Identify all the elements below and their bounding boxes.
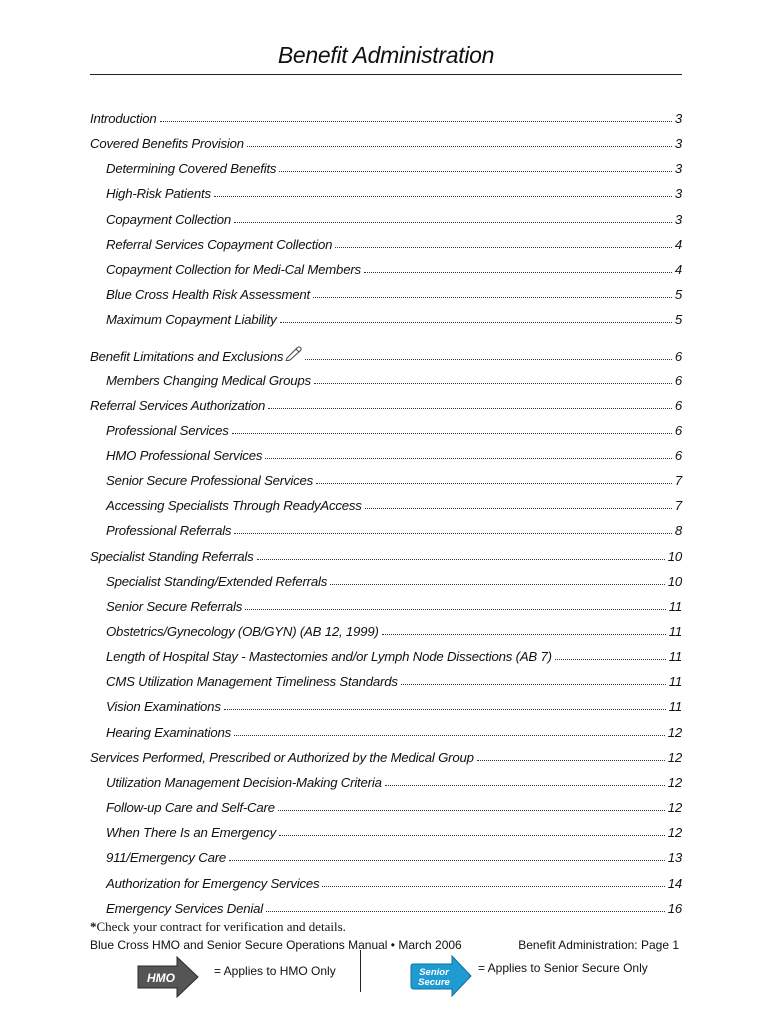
toc-page-number: 4 [674,261,682,277]
toc-entry-label: When There Is an Emergency [106,825,276,841]
toc-dot-leader [382,631,666,635]
toc-entry-label: Professional Referrals [106,523,232,539]
toc-page-number: 6 [674,372,682,388]
toc-entry[interactable] [90,748,682,768]
toc-page-number: 3 [674,161,682,177]
footer-page-label: Benefit Administration: Page 1 [518,938,679,952]
toc-page-number: 6 [674,447,682,463]
toc-page-number: 12 [667,724,682,740]
toc-dot-leader [364,269,672,273]
toc-dot-leader [280,319,672,323]
toc-page-number: 4 [674,236,682,252]
toc-dot-leader [335,244,672,248]
toc-page-number: 10 [667,548,682,564]
toc-entry[interactable] [106,521,682,541]
toc-entry[interactable] [106,446,682,466]
toc-page-number: 3 [674,111,682,126]
toc-entry-label: Referral Services Copayment Collection [106,236,333,252]
toc-entry[interactable] [90,396,682,416]
toc-page-number: 11 [668,674,682,690]
toc-page-number: 11 [668,598,682,614]
toc-entry-label: High-Risk Patients [106,186,211,202]
toc-dot-leader [268,405,672,409]
pencil-icon [284,345,302,361]
toc-entry-label: Services Performed, Prescribed or Authorized by the Medical Group [90,749,474,765]
footnote-text: Check your contract for verification and details. [96,919,346,934]
toc-dot-leader [279,168,672,172]
toc-page-number: 3 [674,136,682,152]
toc-dot-leader [266,908,665,912]
toc-dot-leader [313,294,672,298]
toc-dot-leader [279,832,665,836]
toc-page-number: 6 [674,349,682,365]
toc-entry[interactable] [106,798,682,818]
toc-entry-label: Copayment Collection for Medi-Cal Members [106,261,361,277]
toc-entry-label: Accessing Specialists Through ReadyAccess [106,498,362,514]
toc-page-number: 5 [674,312,682,328]
toc-entry[interactable] [106,471,682,491]
toc-page-number: 10 [667,573,682,589]
toc-page-number: 3 [674,186,682,202]
toc-dot-leader [234,732,665,736]
toc-dot-leader [322,883,664,887]
toc-page-number: 7 [674,498,682,514]
toc-dot-leader [477,757,665,761]
toc-dot-leader [245,606,666,610]
toc-page-number: 11 [668,699,682,715]
toc-entry[interactable] [106,184,682,204]
footer-manual-info: Blue Cross HMO and Senior Secure Operations Manual • March 2006 [90,938,462,952]
hmo-icon-label: HMO [147,971,175,985]
toc-entry-label: Senior Secure Professional Services [106,473,314,489]
toc-dot-leader [316,480,672,484]
toc-dot-leader [265,455,672,459]
footnote-marker: * [90,919,97,934]
legend-divider [360,950,361,992]
toc-dot-leader [247,143,672,147]
toc-dot-leader [234,219,672,223]
toc-entry[interactable] [106,421,682,441]
toc-entry-label: Blue Cross Health Risk Assessment [106,287,310,302]
toc-entry[interactable] [106,159,682,179]
toc-page-number: 8 [674,523,682,539]
toc-entry[interactable] [90,547,682,567]
toc-dot-leader [229,857,665,861]
toc-page-number: 16 [667,900,682,916]
toc-dot-leader [555,656,666,660]
toc-entry-label: Covered Benefits Provision [90,136,244,152]
toc-dot-leader [278,807,665,811]
footnote [90,919,346,935]
toc-dot-leader [232,430,672,434]
toc-entry[interactable] [90,109,682,129]
toc-page-number: 11 [668,649,682,665]
toc-entry-label: Referral Services Authorization [90,397,266,413]
toc-dot-leader [160,118,672,122]
toc-dot-leader [224,706,666,710]
toc-entry[interactable] [106,371,682,391]
hmo-arrow-icon [137,956,199,998]
toc-entry[interactable] [106,496,682,516]
toc-entry[interactable] [106,260,682,280]
toc-dot-leader [385,782,665,786]
toc-entry[interactable] [106,899,682,919]
toc-dot-leader [314,380,672,384]
toc-entry[interactable] [106,597,682,617]
toc-page-number: 5 [674,287,682,302]
toc-entry[interactable] [106,874,682,894]
senior-secure-icon-label-1: Senior [419,967,449,978]
toc-page-number: 11 [668,624,682,639]
toc-entry[interactable] [106,773,682,793]
toc-page-number: 12 [667,749,682,765]
toc-dot-leader [305,356,672,360]
toc-dot-leader [257,556,665,560]
toc-page-number: 13 [667,850,682,866]
hmo-legend-text: = Applies to HMO Only [214,964,336,978]
toc-entry-label: Benefit Limitations and Exclusions [90,349,284,365]
toc-entry[interactable] [106,672,682,692]
toc-entry[interactable] [106,622,682,642]
toc-entry-label: Specialist Standing/Extended Referrals [106,573,328,589]
toc-entry-label: Length of Hospital Stay - Mastectomies and/or Lymph Node Dissections (AB 7) [106,649,552,665]
toc-entry-label: Copayment Collection [106,211,232,227]
toc-page-number: 6 [674,422,682,438]
toc-entry[interactable] [90,345,682,365]
toc-entry-label: Introduction [90,111,157,126]
senior-secure-legend-text: = Applies to Senior Secure Only [478,961,648,975]
toc-entry-label: 911/Emergency Care [106,850,227,866]
toc-entry[interactable] [106,285,682,305]
toc-page-number: 3 [674,211,682,227]
toc-page-number: 7 [674,473,682,489]
toc-entry-label: Vision Examinations [106,699,221,715]
toc-dot-leader [214,193,672,197]
senior-secure-icon-label-2: Secure [418,977,450,988]
toc-entry-label: Senior Secure Referrals [106,598,243,614]
toc-entry[interactable] [106,572,682,592]
toc-dot-leader [401,681,666,685]
toc-entry[interactable] [106,647,682,667]
toc-dot-leader [330,581,665,585]
toc-entry-label: Hearing Examinations [106,724,232,740]
toc-entry-label: Obstetrics/Gynecology (OB/GYN) (AB 12, 1999) [106,624,379,639]
toc-page-number: 14 [667,875,682,891]
toc-entry-label: Professional Services [106,422,229,438]
toc-entry-label: Authorization for Emergency Services [106,875,320,891]
toc-entry-label: Utilization Management Decision-Making Criteria [106,774,382,790]
page-title: Benefit Administration [277,42,495,68]
toc-entry[interactable] [106,848,682,868]
toc-page-number: 12 [667,825,682,841]
toc-entry-label: Specialist Standing Referrals [90,548,254,564]
toc-entry-label: CMS Utilization Management Timeliness Standards [106,674,398,690]
toc-entry[interactable] [106,823,682,843]
toc-entry-label: HMO Professional Services [106,447,263,463]
toc-page-number: 6 [674,397,682,413]
toc-entry[interactable] [106,210,682,230]
toc-entry[interactable] [106,697,682,717]
toc-page-number: 12 [667,800,682,815]
toc-entry[interactable] [106,723,682,743]
toc-entry[interactable] [106,235,682,255]
toc-entry-label: Follow-up Care and Self-Care [106,800,275,815]
toc-dot-leader [365,505,672,509]
toc-entry-label: Members Changing Medical Groups [106,372,311,388]
toc-entry-label: Maximum Copayment Liability [106,312,277,328]
toc-entry[interactable] [106,310,682,330]
toc-entry-label: Determining Covered Benefits [106,161,277,177]
toc-dot-leader [234,530,672,534]
senior-secure-arrow-icon [410,955,472,997]
toc-entry[interactable] [90,134,682,154]
toc-entry-label: Emergency Services Denial [106,900,263,916]
toc-page-number: 12 [667,774,682,790]
